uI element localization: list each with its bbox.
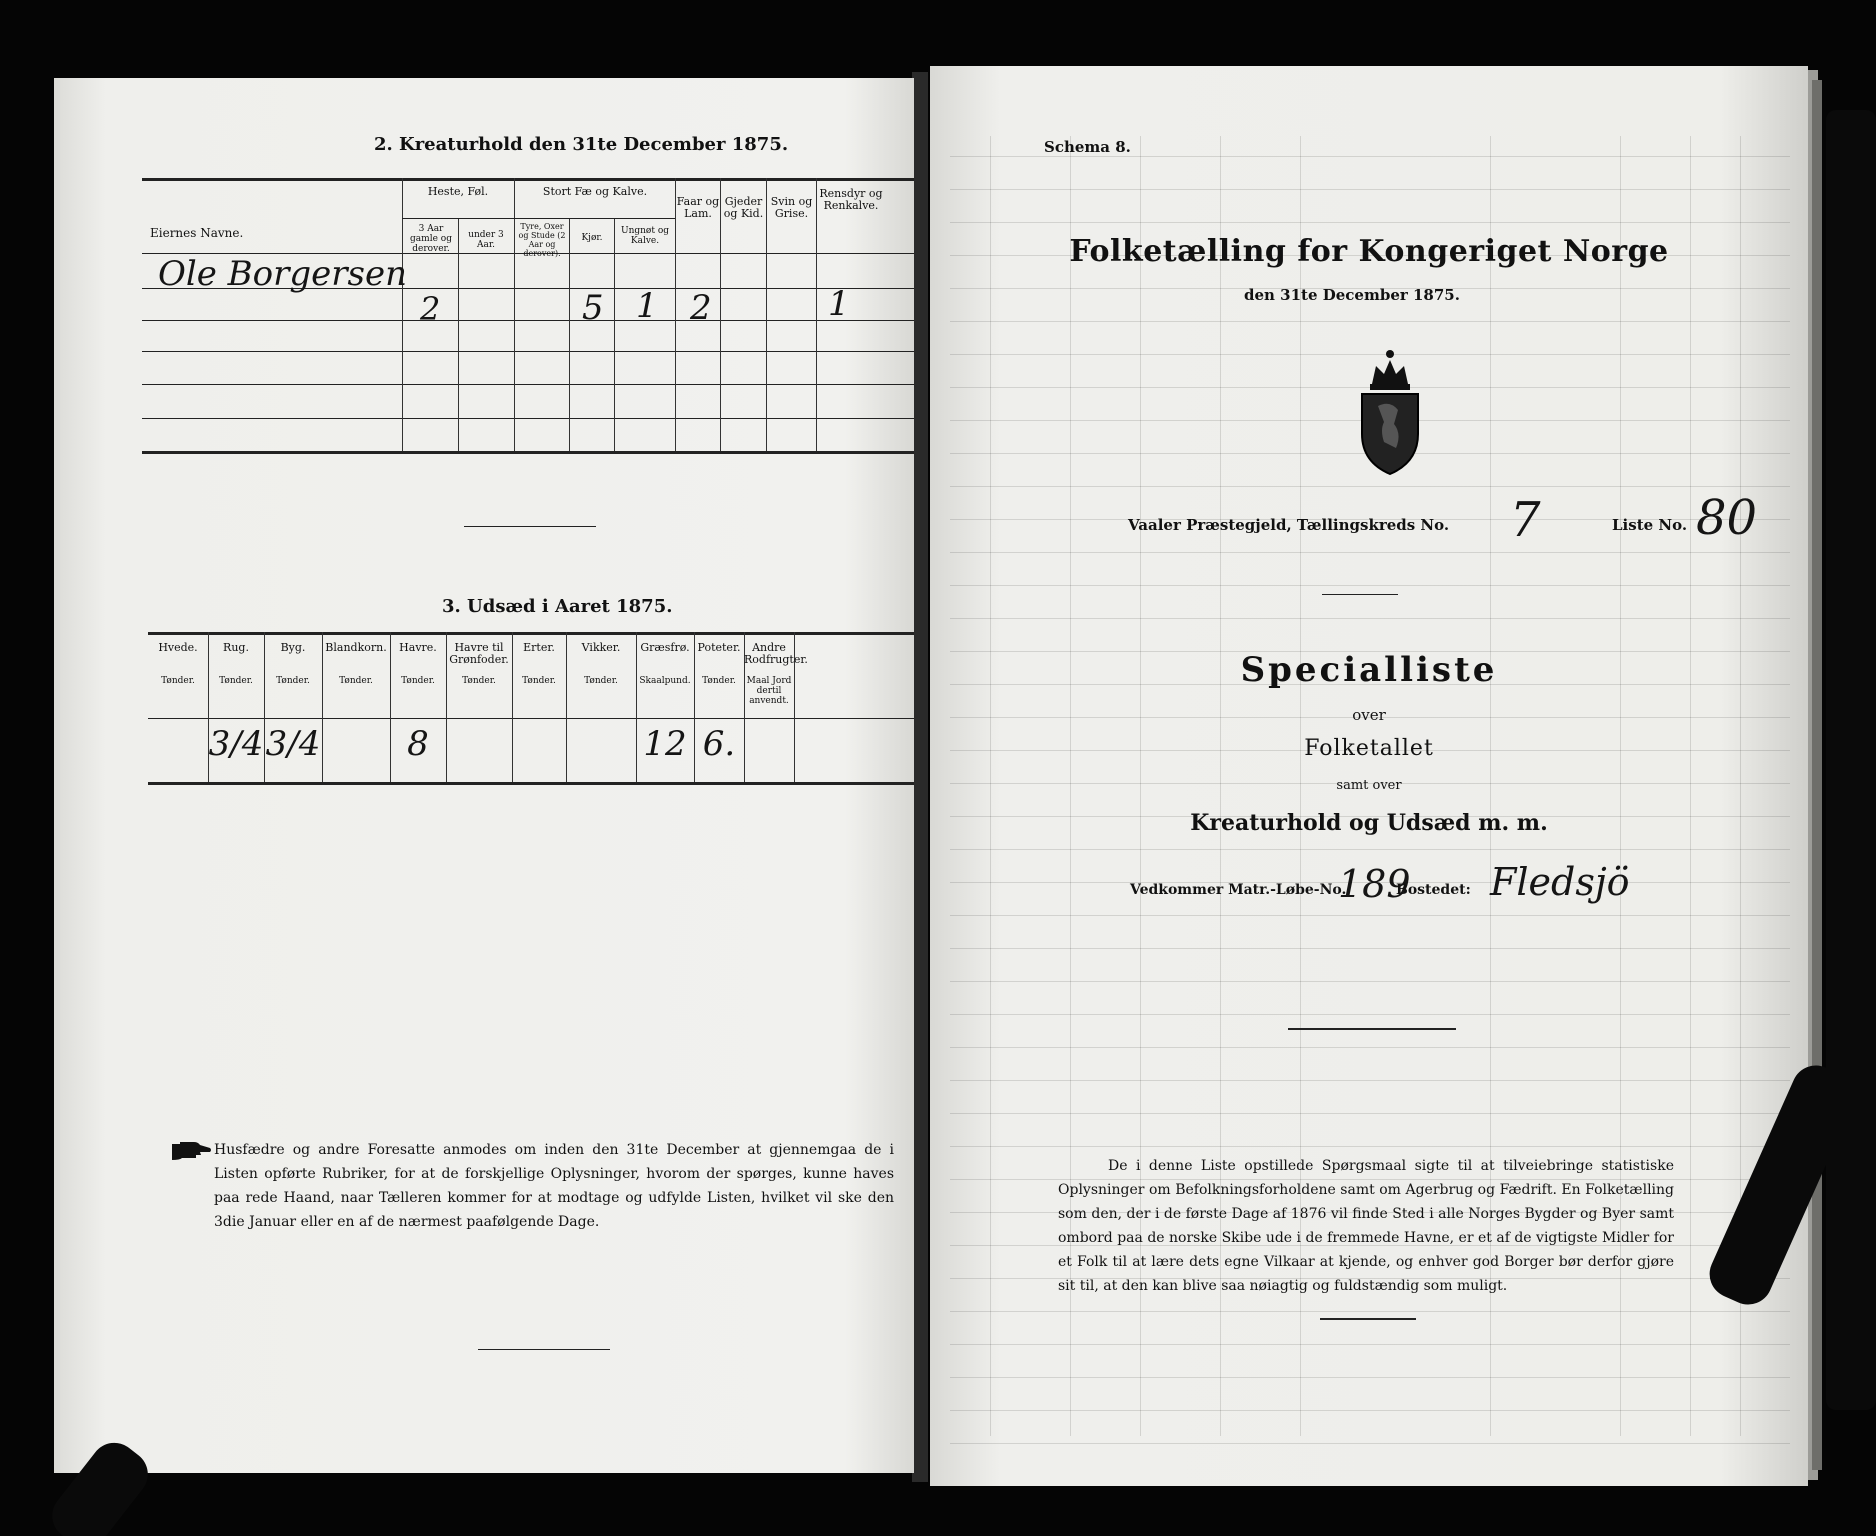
kreds-number: 7: [1510, 492, 1541, 548]
notice-text: Husfædre og andre Foresatte anmodes om inden den 31te December at gjennemgaa de i Listen opførte Rubriker, for at de forskjellige Oplysninger, hvorom der spørges, kunne haves paa rede Haand, naar Tælleren kommer for at modtage og udfylde Listen, hvilket vil ske den 3die Januar eller en af de nærmest paafølgende Dage.: [214, 1142, 894, 1230]
bleed-line: [950, 189, 1790, 190]
section2-title: 2. Kreaturhold den 31te December 1875.: [374, 134, 789, 155]
seed-header: Hvede.: [158, 641, 198, 654]
census-date: den 31te December 1875.: [1244, 286, 1460, 304]
bleed-line: [950, 618, 1790, 619]
owner-name: Ole Borgersen: [158, 254, 407, 294]
seed-unit: Tønder.: [522, 676, 556, 686]
seed-unit: Tønder.: [219, 676, 253, 686]
liste-label: Liste No.: [1612, 516, 1688, 534]
bleed-line: [950, 1113, 1790, 1114]
header-horses: Heste, Føl.: [427, 185, 489, 198]
divider: [1322, 594, 1398, 595]
over-text: over: [1352, 706, 1386, 724]
seed-column-divider: [322, 632, 323, 782]
header-horses-young: under 3 Aar.: [468, 230, 504, 250]
bleed-line: [950, 1344, 1790, 1345]
bleed-line: [950, 849, 1790, 850]
bosted-value: Fledsjö: [1490, 860, 1630, 904]
seed-column-divider: [512, 632, 513, 782]
horses-old-value: 2: [420, 290, 441, 328]
divider: [478, 1349, 610, 1350]
pointing-hand-icon: [170, 1140, 212, 1162]
seed-header: Rug.: [223, 641, 249, 654]
seed-value: 12: [643, 724, 687, 764]
seed-unit: Tønder.: [276, 676, 310, 686]
seed-header: Blandkorn.: [325, 641, 387, 654]
binder-edge: [1826, 110, 1876, 1410]
samt-over-text: samt over: [1336, 778, 1402, 793]
coat-of-arms-icon: [1354, 344, 1426, 476]
bleed-line: [950, 222, 1790, 223]
bleed-line: [950, 585, 1790, 586]
header-young-cattle: Ungnøt og Kalve.: [620, 226, 669, 246]
seed-unit: Tønder.: [462, 676, 496, 686]
header-sheep: Faar og Lam.: [676, 195, 720, 220]
bleed-line: [950, 486, 1790, 487]
bleed-line: [950, 156, 1790, 157]
seed-header: Byg.: [280, 641, 306, 654]
bleed-line: [950, 1014, 1790, 1015]
bleed-line: [950, 1443, 1790, 1444]
seed-header: Poteter.: [697, 641, 741, 654]
seed-value: 3/4: [208, 724, 264, 764]
footer-text: De i denne Liste opstillede Spørgsmaal sigte til at tilveiebringe statistiske Oplysninger om Befolkningsforholdene samt om Agerbrug og Fædrift. En Folketælling som den, der i de første Dage af 1876 vil finde Sted i alle Norges Bygder og Byer samt ombord paa de norske Skibe ude i de fremmede Havne, er et af de vigtigste Midler for et Folk til at lære dets egne Vilkaar at kjende, og enhver god Borger bør derfor gjøre sit til, at den kan blive saa nøiagtig og fuldstændig som muligt.: [1058, 1158, 1674, 1294]
page-stack-edge: [1812, 80, 1822, 1470]
bleed-line: [950, 1311, 1790, 1312]
seed-unit: Maal Jord dertil anvendt.: [746, 676, 792, 706]
main-title: Folketælling for Kongeriget Norge: [1069, 234, 1669, 269]
seed-unit: Tønder.: [702, 676, 736, 686]
divider: [1288, 1028, 1456, 1030]
seed-header: Vikker.: [581, 641, 621, 654]
seed-unit: Tønder.: [161, 676, 195, 686]
sheep-value: 2: [690, 288, 712, 328]
bleed-line: [950, 1047, 1790, 1048]
schema-label: Schema 8.: [1044, 138, 1131, 156]
seed-unit: Tønder.: [401, 676, 435, 686]
seed-unit: Tønder.: [584, 676, 618, 686]
book-gutter: [912, 72, 928, 1482]
right-page: [930, 66, 1808, 1486]
bleed-line: [950, 915, 1790, 916]
seed-value: 6.: [702, 724, 736, 764]
bleed-line: [950, 1080, 1790, 1081]
specialliste-heading: Specialliste: [1240, 650, 1498, 690]
header-horses-old: 3 Aar gamle og derover.: [410, 224, 452, 254]
liste-number: 80: [1696, 490, 1758, 546]
cows-value: 5: [582, 288, 604, 328]
bleed-line: [950, 321, 1790, 322]
divider: [1320, 1318, 1416, 1320]
header-goats: Gjeder og Kid.: [723, 195, 764, 220]
seed-header: Andre Rodfrugter.: [744, 641, 808, 666]
seed-header: Græsfrø.: [640, 641, 690, 654]
seed-header: Erter.: [523, 641, 555, 654]
seed-header: Havre til Grønfoder.: [449, 641, 509, 666]
seed-column-divider: [566, 632, 567, 782]
header-bulls: Tyre, Oxer og Stude (2 Aar og derover).: [518, 222, 566, 258]
seed-value: 8: [407, 724, 429, 764]
header-owner: Eiernes Navne.: [150, 226, 244, 240]
header-cattle: Stort Fæ og Kalve.: [542, 185, 648, 198]
bleed-line: [950, 1377, 1790, 1378]
seed-value: 3/4: [265, 724, 321, 764]
folketallet-heading: Folketallet: [1304, 736, 1434, 761]
seed-unit: Skaalpund.: [639, 676, 691, 686]
kreaturhold-heading: Kreaturhold og Udsæd m. m.: [1190, 810, 1548, 836]
seed-header: Havre.: [399, 641, 437, 654]
bleed-line: [950, 1146, 1790, 1147]
young-cattle-value: 1: [636, 286, 658, 326]
bosted-label: Bostedet:: [1396, 882, 1471, 898]
bleed-line: [950, 1410, 1790, 1411]
parish-label: Vaaler Præstegjeld, Tællingskreds No.: [1128, 516, 1450, 534]
divider: [464, 526, 596, 527]
header-pigs: Svin og Grise.: [770, 195, 813, 220]
matr-number: 189: [1338, 862, 1411, 906]
seed-unit: Tønder.: [339, 676, 373, 686]
bleed-line: [950, 948, 1790, 949]
bleed-line: [950, 552, 1790, 553]
matr-label: Vedkommer Matr.-Løbe-No.: [1130, 882, 1347, 898]
pigs-value: 1: [828, 284, 850, 324]
header-reindeer: Rensdyr og Renkalve.: [819, 187, 883, 212]
header-cows: Kjør.: [581, 233, 603, 243]
left-page: [54, 78, 914, 1473]
section3-title: 3. Udsæd i Aaret 1875.: [442, 596, 673, 617]
bleed-line: [950, 981, 1790, 982]
